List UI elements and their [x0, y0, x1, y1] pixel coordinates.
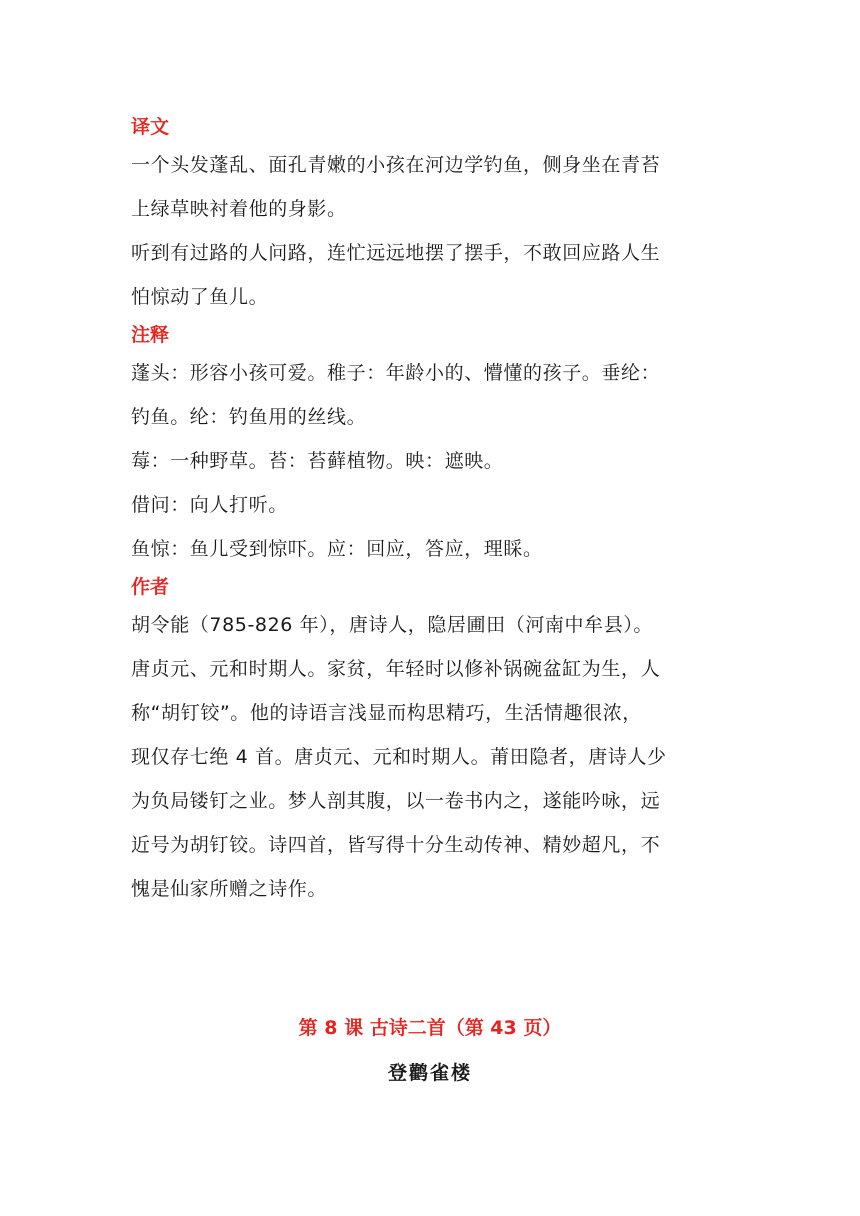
text-line: 借问：向人打听。 [131, 494, 288, 516]
text-line: 听到有过路的人问路，连忙远远地摆了摆手，不敢回应路人生 [131, 242, 661, 264]
lesson-title: 第 8 课 古诗二首（第 43 页） [298, 1017, 562, 1039]
text-line: 近号为胡钉铰。诗四首，皆写得十分生动传神、精妙超凡，不 [131, 834, 661, 856]
text-line: 上绿草映衬着他的身影。 [131, 198, 347, 220]
document-body [131, 111, 731, 911]
author-heading: 作者 [131, 576, 170, 598]
text-line: 愧是仙家所赠之诗作。 [131, 878, 328, 900]
author-paragraph [131, 603, 731, 911]
author-section [131, 571, 731, 911]
translation-paragraph [131, 143, 731, 231]
text-line: 一个头发蓬乱、面孔青嫩的小孩在河边学钓鱼，侧身坐在青苔 [131, 154, 661, 176]
text-line: 蓬头：形容小孩可爱。稚子：年龄小的、懵懂的孩子。垂纶： [131, 362, 661, 384]
text-line: 怕惊动了鱼儿。 [131, 286, 269, 308]
text-line: 现仅存七绝 4 首。唐贞元、元和时期人。莆田隐者，唐诗人少 [131, 746, 667, 768]
translation-heading: 译文 [131, 116, 170, 138]
notes-heading: 注释 [131, 324, 170, 346]
text-line: 为负局镂钉之业。梦人剖其腹，以一卷书内之，遂能吟咏，远 [131, 790, 661, 812]
notes-paragraph [131, 439, 731, 483]
text-line: 莓：一种野草。苔：苔藓植物。映：遮映。 [131, 450, 504, 472]
text-line: 唐贞元、元和时期人。家贫，年轻时以修补锅碗盆缸为生，人 [131, 658, 661, 680]
notes-paragraph [131, 483, 731, 527]
text-line: 胡令能（785-826 年），唐诗人，隐居圃田（河南中牟县）。 [131, 614, 654, 636]
poem-title: 登鹳雀楼 [387, 1062, 472, 1084]
text-line: 钓鱼。纶：钓鱼用的丝线。 [131, 406, 367, 428]
text-line: 鱼惊：鱼儿受到惊吓。应：回应，答应，理睬。 [131, 538, 543, 560]
text-line: 称“胡钉铰”。他的诗语言浅显而构思精巧，生活情趣很浓， [131, 702, 642, 724]
notes-section [131, 319, 731, 571]
notes-paragraph [131, 351, 731, 439]
notes-paragraph [131, 527, 731, 571]
translation-section [131, 111, 731, 319]
translation-paragraph [131, 231, 731, 319]
